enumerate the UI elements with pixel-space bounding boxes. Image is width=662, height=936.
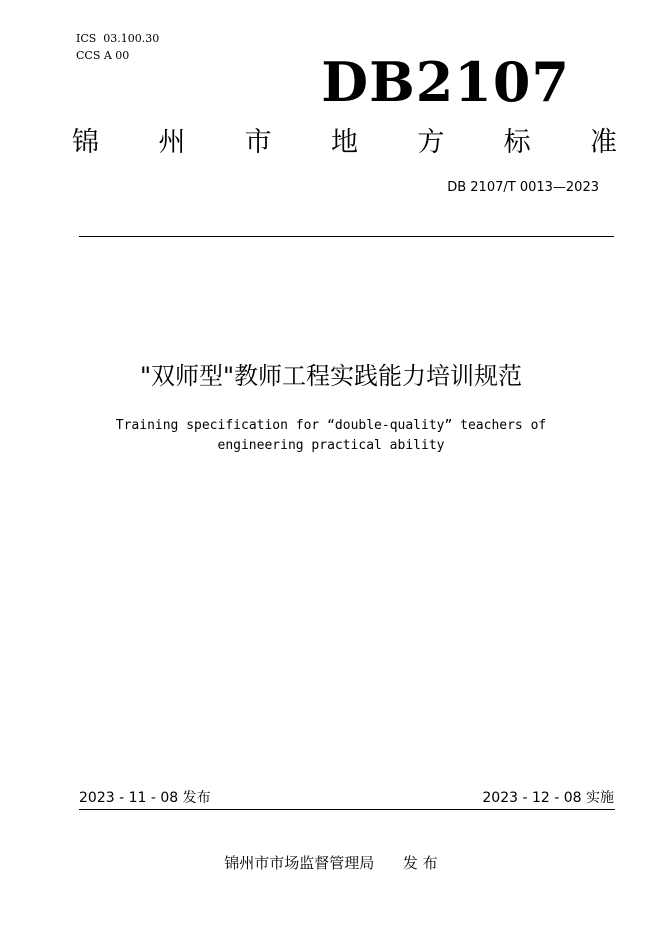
standard-type-char: 准 <box>589 127 617 158</box>
title-english-line: engineering practical ability <box>217 438 445 453</box>
standard-type-char: 市 <box>244 127 272 158</box>
ics-code: ICS 03.100.30 <box>76 32 160 45</box>
ccs-code: CCS A 00 <box>76 49 130 62</box>
implementation-date: 2023 - 12 - 08 实施 <box>482 790 614 806</box>
standard-type <box>72 124 617 162</box>
standard-type-char: 州 <box>158 127 186 158</box>
standard-type-char: 地 <box>330 127 358 158</box>
title-english-line: Training specification for “double-quality” teachers of <box>115 418 547 433</box>
standard-number: DB 2107/T 0013—2023 <box>447 180 599 195</box>
top-divider <box>79 236 614 237</box>
title-chinese: "双师型"教师工程实践能力培训规范 <box>139 362 523 390</box>
issue-date: 2023 - 11 - 08 发布 <box>79 790 211 806</box>
title-english <box>0 416 662 456</box>
standard-type-char: 锦 <box>72 127 99 158</box>
db-code: DB2107 <box>321 50 570 114</box>
standard-type-char: 方 <box>417 127 445 158</box>
issuer: 锦州市市场监督管理局 发 布 <box>224 854 438 872</box>
standard-type-char: 标 <box>503 127 531 158</box>
bottom-divider <box>79 809 615 810</box>
